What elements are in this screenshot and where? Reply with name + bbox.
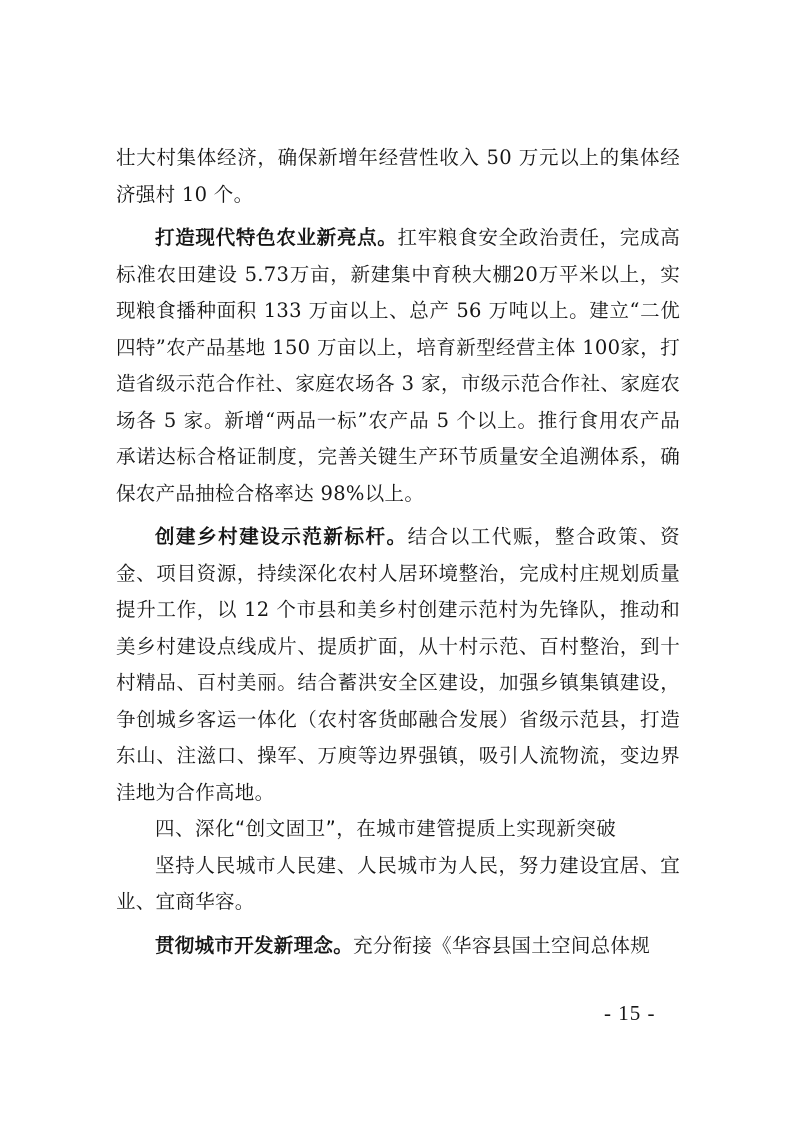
paragraph-rural-construction [116, 519, 680, 811]
section-heading [116, 811, 680, 848]
paragraph-text: 扛牢粮食安全政治责任，完成高标准农田建设 5.73万亩，新建集中育秧大棚20万平米以上，实现粮食播种面积 133 万亩以上、总产 56 万吨以上。建立“二优四特”农产品基地 150 万亩以上，培育新型经营主体 100家，打造省级示范合作社、家庭农场各 3 家，市级示范合作社、家庭农场各 5 家。新增“两品一标”农产品 5 个以上。推行食用农产品承诺达标合格证制度，完善关键生产环节质量安全追溯体系，确保农产品抽检合格率达 98%以上。 [116, 226, 680, 505]
body-text [116, 140, 680, 964]
paragraph-text: 壮大村集体经济，确保新增年经营性收入 50 万元以上的集体经济强村 10 个。 [116, 146, 680, 206]
paragraph-modern-agriculture [116, 220, 680, 512]
paragraph-urban-development [116, 928, 680, 965]
paragraph-text: 坚持人民城市人民建、人民城市为人民，努力建设宜居、宜业、宜商华容。 [116, 853, 680, 913]
paragraph-text: 结合以工代赈，整合政策、资金、项目资源，持续深化农村人居环境整治，完成村庄规划质量提升工作，以 12 个市县和美乡村创建示范村为先锋队，推动和美乡村建设点线成片、提质扩面，从十村示范、百村整治，到十村精品、百村美丽。结合蓄洪安全区建设，加强乡镇集镇建设，争创城乡客运一体化（农村客货邮融合发展）省级示范县，打造东山、注滋口、操军、万庾等边界强镇，吸引人流物流，变边界洼地为合作高地。 [116, 525, 680, 804]
paragraph-lead-heading: 贯彻城市开发新理念。 [155, 933, 354, 957]
section-heading-text: 四、深化“创文固卫”，在城市建管提质上实现新突破 [155, 817, 617, 840]
paragraph-lead-heading: 打造现代特色农业新亮点。 [155, 226, 398, 249]
paragraph-lead-heading: 创建乡村建设示范新标杆。 [155, 525, 408, 548]
paragraph-people-city [116, 848, 680, 921]
page-number: - 15 - [604, 1001, 656, 1025]
paragraph-text: 充分衔接《华容县国土空间总体规 [353, 933, 651, 957]
paragraph-continued [116, 140, 680, 213]
